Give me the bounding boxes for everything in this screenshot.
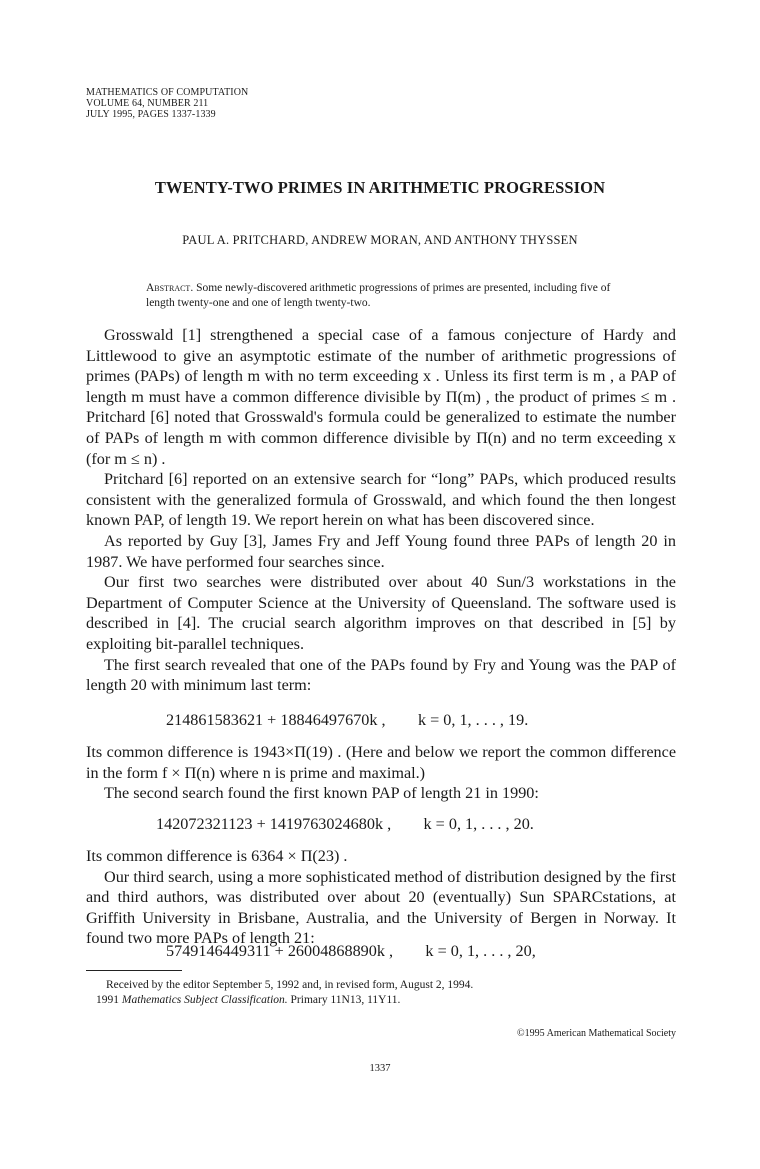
body-block-2 — [86, 742, 676, 804]
footnote-received: Received by the editor September 5, 1992 and, in revised form, August 2, 1994. — [106, 979, 474, 991]
journal-name: MATHEMATICS OF COMPUTATION — [86, 87, 249, 98]
equation-1: 214861583621 + 18846497670k , k = 0, 1, . . . , 19. — [166, 711, 529, 729]
footnote-rule — [86, 970, 182, 971]
abstract-label: Abstract. — [146, 282, 194, 294]
equation-3: 5749146449311 + 26004868890k , k = 0, 1, . . . , 20, — [166, 942, 536, 960]
paragraph-8: Its common difference is 6364 × Π(23) . — [86, 847, 348, 865]
abstract-text: Some newly-discovered arithmetic progressions of primes are presented, including five of length twenty-one and one of length twenty-two. — [146, 282, 611, 309]
copyright-notice: ©1995 American Mathematical Society — [517, 1028, 676, 1039]
equation-2: 142072321123 + 1419763024680k , k = 0, 1, . . . , 20. — [156, 815, 534, 833]
msc-codes: Primary 11N13, 11Y11. — [287, 994, 401, 1006]
body-block-1 — [86, 325, 676, 696]
paragraph-9: Our third search, using a more sophisticated method of distribution designed by the first and third authors, was distributed over about 20 (eventually) Sun SPARCstations, at Griffith University in Brisbane, Australia, and the University of Bergen in Norway. It found two more PAPs of length 21: — [86, 867, 676, 948]
journal-volume: VOLUME 64, NUMBER 211 — [86, 98, 209, 109]
msc-year: 1991 — [96, 994, 122, 1006]
journal-date-pages: JULY 1995, PAGES 1337-1339 — [86, 109, 216, 120]
page-number: 1337 — [369, 1063, 391, 1074]
abstract — [146, 281, 626, 311]
msc-label: Mathematics Subject Classification. — [121, 994, 288, 1006]
paragraph-7: The second search found the first known PAP of length 21 in 1990: — [104, 784, 539, 803]
paragraph-1: Grosswald [1] strengthened a special case of a famous conjecture of Hardy and Littlewood to give an asymptotic estimate of the number of arithmetic progressions of primes (PAPs) of length m with no term exceeding x . Unless its first term is m , a PAP of length m must have a common difference divisible by Π(m) , the product of primes ≤ m . Pritchard [6] noted that Grosswald's formula could be generalized to estimate the number of PAPs of length m with common difference divisible by Π(n) and no term exceeding x (for m ≤ n) . — [86, 326, 676, 468]
paper-title: TWENTY-TWO PRIMES IN ARITHMETIC PROGRESSION — [154, 178, 606, 197]
footnote-msc — [96, 993, 400, 1008]
author-list: PAUL A. PRITCHARD, ANDREW MORAN, AND ANTHONY THYSSEN — [182, 233, 578, 247]
paragraph-2: Pritchard [6] reported on an extensive search for “long” PAPs, which produced results consistent with the generalized formula of Grosswald, and which found the then longest known PAP, of length 19. We report herein on what has been discovered since. — [86, 470, 676, 530]
journal-header — [86, 87, 248, 120]
body-block-3 — [86, 846, 676, 949]
paragraph-5: The first search revealed that one of the PAPs found by Fry and Young was the PAP of length 20 with minimum last term: — [86, 655, 676, 695]
paragraph-4: Our first two searches were distributed over about 40 Sun/3 workstations in the Department of Computer Science at the University of Queensland. The software used is described in [4]. The crucial search algorithm improves on that described in [5] by exploiting bit-parallel techniques. — [86, 573, 676, 653]
paragraph-6: Its common difference is 1943×Π(19) . (Here and below we report the common difference in the form f × Π(n) where n is prime and maximal.) — [86, 743, 676, 782]
paragraph-3: As reported by Guy [3], James Fry and Jeff Young found three PAPs of length 20 in 1987. We have performed four searches since. — [86, 531, 676, 571]
